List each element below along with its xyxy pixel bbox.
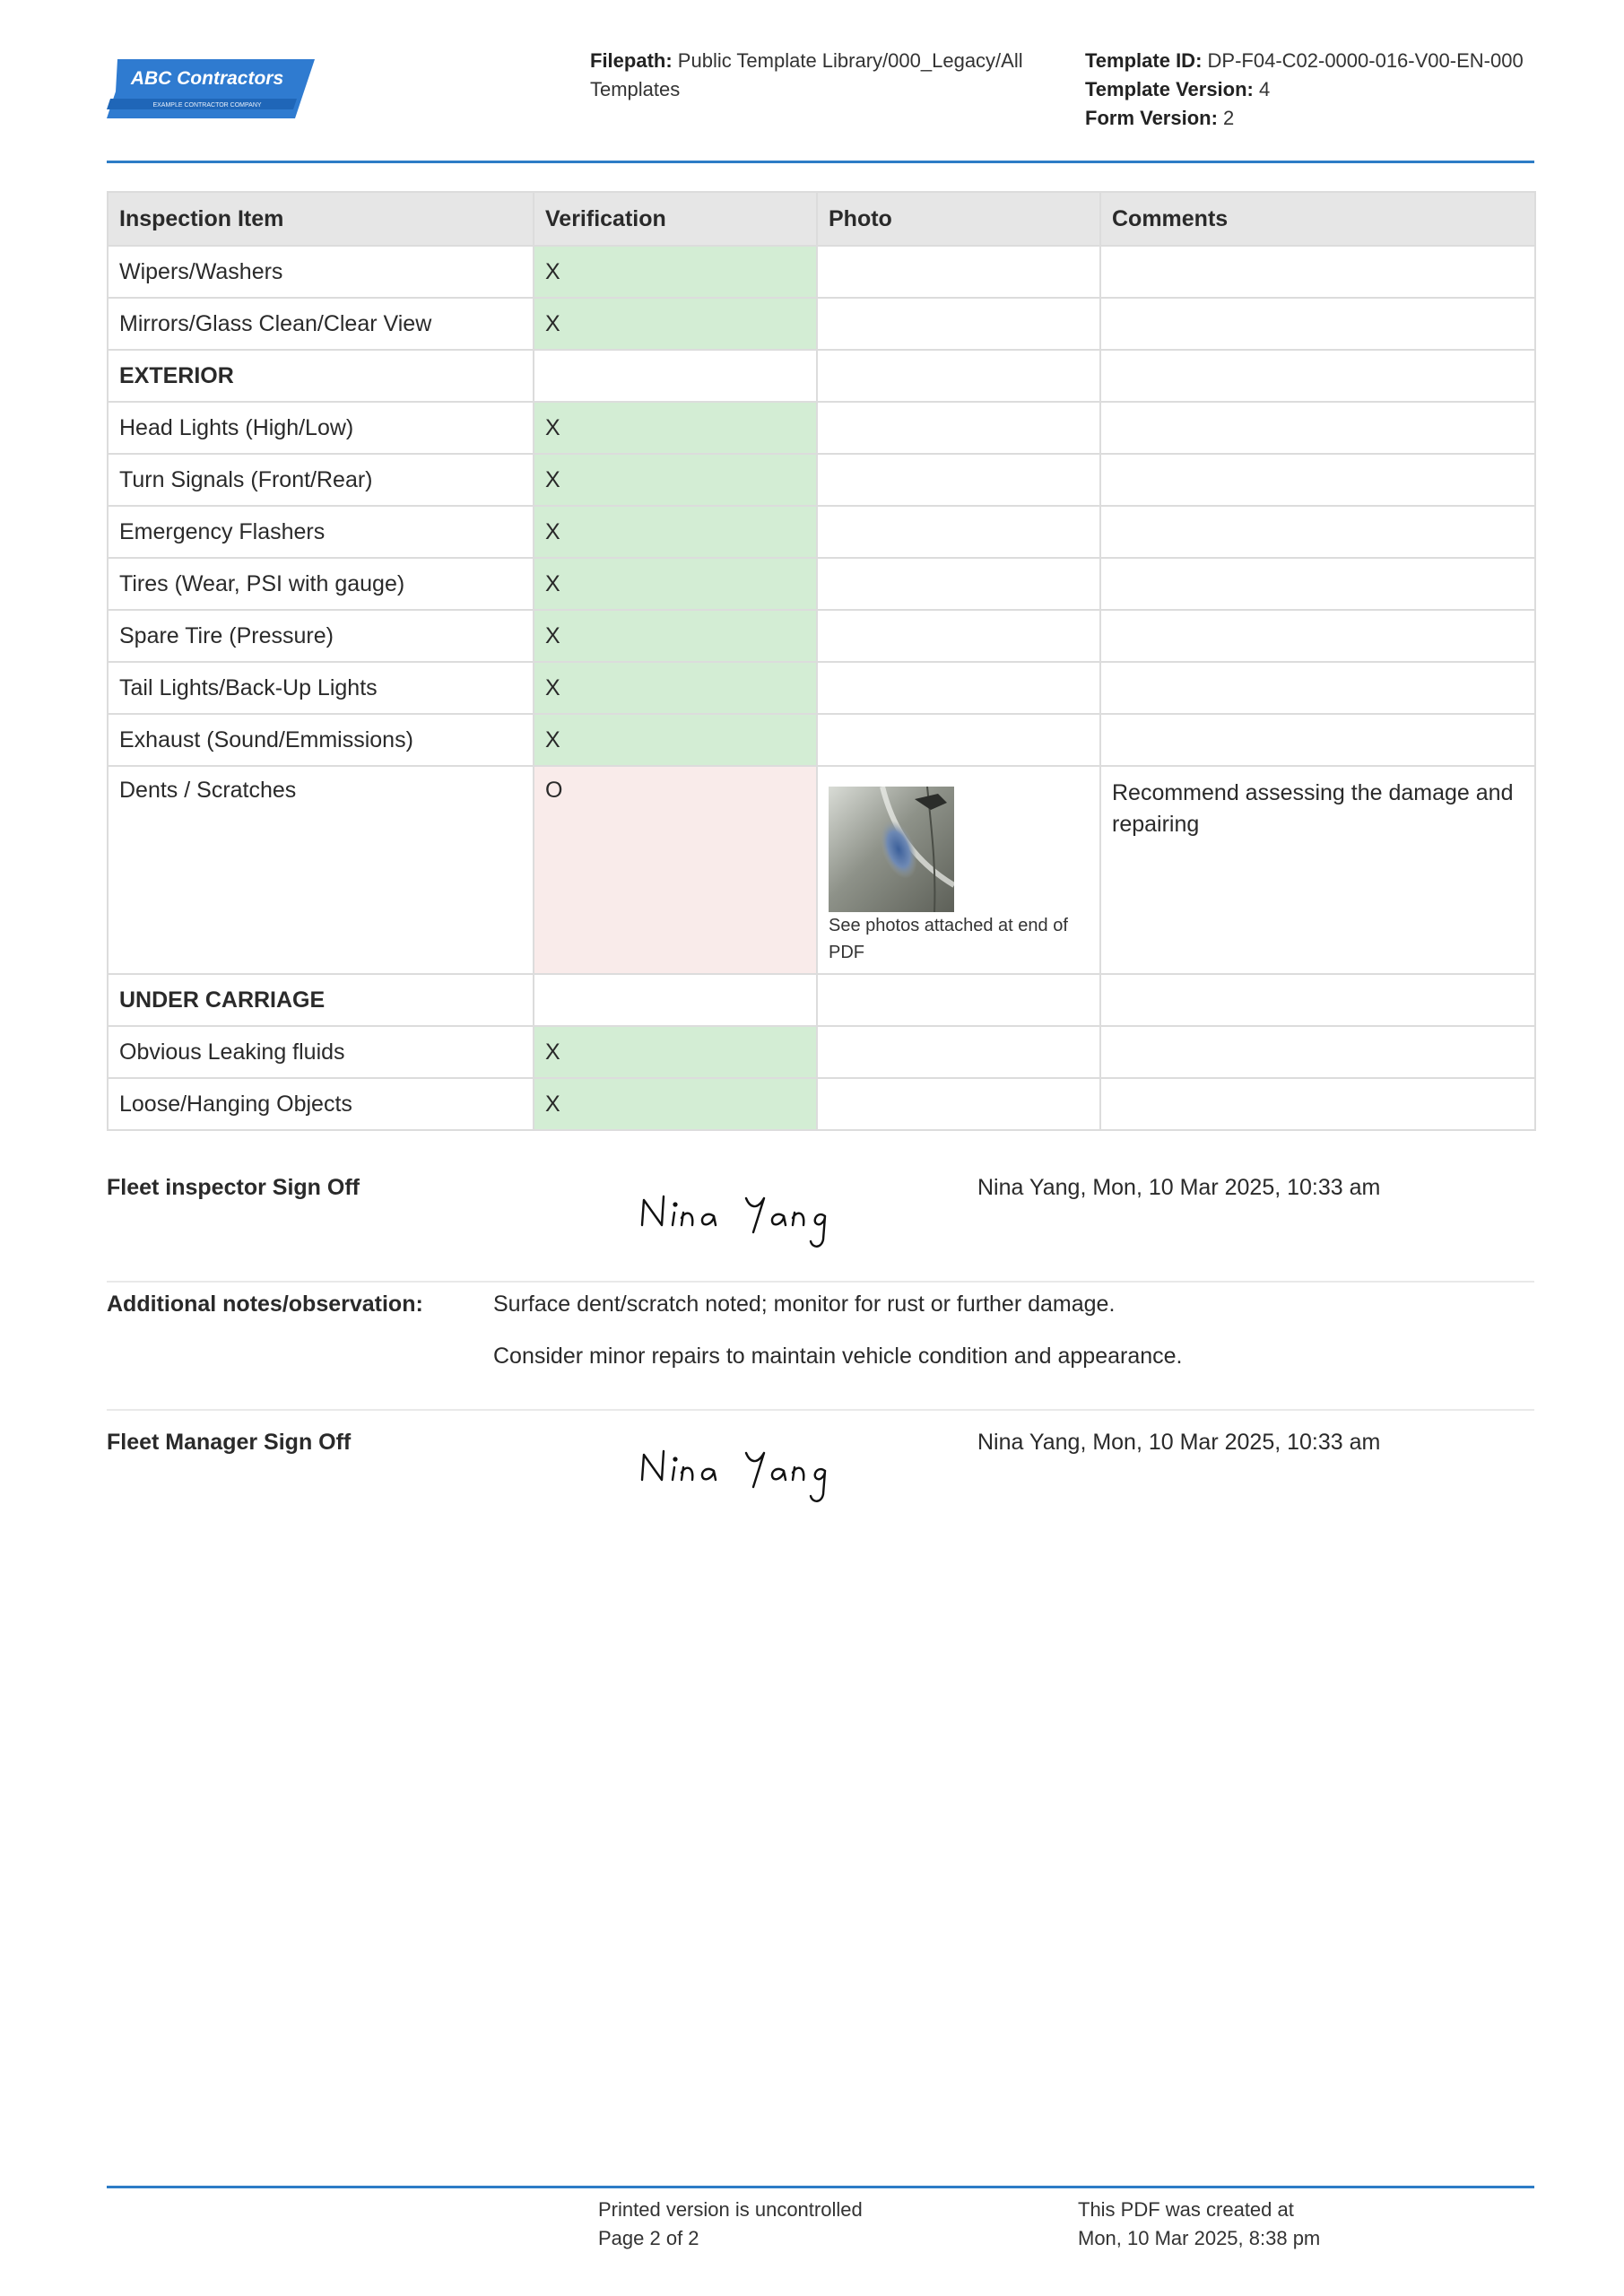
column-header-inspection-item: Inspection Item	[108, 192, 534, 246]
verification-cell: X	[534, 506, 817, 558]
comment-cell	[1100, 662, 1535, 714]
photo-caption: See photos attached at end of PDF	[829, 916, 1068, 962]
verification-cell: X	[534, 558, 817, 610]
filepath-label: Filepath:	[590, 49, 673, 72]
damage-photo-thumbnail[interactable]	[829, 787, 954, 912]
verification-cell	[534, 350, 817, 402]
comment-cell	[1100, 1026, 1535, 1078]
comment-cell: Recommend assessing the damage and repairing	[1100, 766, 1535, 974]
table-row	[108, 714, 1535, 766]
section-divider	[107, 1281, 1534, 1283]
comment-cell	[1100, 558, 1535, 610]
column-header-comments: Comments	[1100, 192, 1535, 246]
footer-created-info	[1078, 2196, 1320, 2253]
logo-subtext: EXAMPLE CONTRACTOR COMPANY	[152, 102, 262, 109]
table-header-row	[108, 192, 1535, 246]
comment-cell	[1100, 714, 1535, 766]
photo-cell	[817, 402, 1100, 454]
photo-cell	[817, 454, 1100, 506]
table-row	[108, 1078, 1535, 1130]
template-version-label: Template Version:	[1085, 78, 1254, 100]
inspector-signature	[631, 1180, 847, 1258]
template-id-label: Template ID:	[1085, 49, 1203, 72]
header-divider	[107, 161, 1534, 163]
comment-cell	[1100, 246, 1535, 298]
verification-cell	[534, 974, 817, 1026]
inspection-item-cell: Mirrors/Glass Clean/Clear View	[108, 298, 534, 350]
manager-signoff-label: Fleet Manager Sign Off	[107, 1430, 352, 1455]
photo-cell	[817, 298, 1100, 350]
manager-signoff	[107, 1430, 1534, 1510]
inspector-signoff-timestamp: Nina Yang, Mon, 10 Mar 2025, 10:33 am	[977, 1175, 1381, 1200]
manager-signoff-timestamp: Nina Yang, Mon, 10 Mar 2025, 10:33 am	[977, 1430, 1381, 1455]
created-timestamp: Mon, 10 Mar 2025, 8:38 pm	[1078, 2227, 1321, 2249]
filepath-value-line1: Public Template Library/000_Legacy/All	[677, 49, 1023, 72]
form-version-value: 2	[1223, 107, 1235, 129]
inspection-table	[107, 191, 1536, 1131]
section-heading: UNDER CARRIAGE	[108, 974, 534, 1026]
section-row-exterior	[108, 350, 1535, 402]
comment-cell	[1100, 402, 1535, 454]
table-row	[108, 298, 1535, 350]
table-row-dents-scratches	[108, 766, 1535, 974]
table-row	[108, 454, 1535, 506]
column-header-photo: Photo	[817, 192, 1100, 246]
notes-line: Consider minor repairs to maintain vehicle condition and appearance.	[493, 1344, 1183, 1369]
verification-cell: X	[534, 1026, 817, 1078]
photo-cell	[817, 558, 1100, 610]
filepath-block	[590, 47, 1038, 104]
filepath-value-line2: Templates	[590, 78, 681, 100]
inspection-item-cell: Turn Signals (Front/Rear)	[108, 454, 534, 506]
inspection-item-cell: Obvious Leaking fluids	[108, 1026, 534, 1078]
comment-cell	[1100, 298, 1535, 350]
template-version-value: 4	[1259, 78, 1271, 100]
inspection-item-cell: Exhaust (Sound/Emmissions)	[108, 714, 534, 766]
inspection-item-cell: Emergency Flashers	[108, 506, 534, 558]
page-header	[107, 45, 1534, 163]
inspection-item-cell: Spare Tire (Pressure)	[108, 610, 534, 662]
template-id-value: DP-F04-C02-0000-016-V00-EN-000	[1207, 49, 1524, 72]
table-row	[108, 558, 1535, 610]
verification-cell: X	[534, 246, 817, 298]
photo-cell	[817, 506, 1100, 558]
photo-cell	[817, 974, 1100, 1026]
verification-cell: X	[534, 1078, 817, 1130]
form-version-label: Form Version:	[1085, 107, 1218, 129]
inspection-item-cell: Tires (Wear, PSI with gauge)	[108, 558, 534, 610]
section-heading: EXTERIOR	[108, 350, 534, 402]
comment-cell	[1100, 454, 1535, 506]
comment-cell	[1100, 610, 1535, 662]
page-number: Page 2 of 2	[598, 2227, 699, 2249]
verification-cell: X	[534, 402, 817, 454]
section-divider	[107, 1409, 1534, 1411]
photo-cell	[817, 1078, 1100, 1130]
uncontrolled-notice: Printed version is uncontrolled	[598, 2198, 863, 2221]
table-row	[108, 506, 1535, 558]
inspection-item-cell: Wipers/Washers	[108, 246, 534, 298]
table-row	[108, 662, 1535, 714]
footer-print-info	[598, 2196, 863, 2253]
logo-text: ABC Contractors	[130, 68, 284, 89]
inspection-item-cell: Tail Lights/Back-Up Lights	[108, 662, 534, 714]
comment-cell	[1100, 974, 1535, 1026]
verification-cell-failed: O	[534, 766, 817, 974]
comment-cell	[1100, 506, 1535, 558]
table-row	[108, 610, 1535, 662]
inspector-signoff-label: Fleet inspector Sign Off	[107, 1175, 360, 1200]
notes-line: Surface dent/scratch noted; monitor for rust or further damage.	[493, 1292, 1116, 1317]
photo-cell	[817, 662, 1100, 714]
photo-cell	[817, 1026, 1100, 1078]
photo-cell	[817, 610, 1100, 662]
comment-cell	[1100, 1078, 1535, 1130]
inspection-item-cell: Loose/Hanging Objects	[108, 1078, 534, 1130]
created-label: This PDF was created at	[1078, 2198, 1294, 2221]
company-logo	[107, 59, 315, 118]
photo-cell	[817, 350, 1100, 402]
verification-cell: X	[534, 454, 817, 506]
section-row-under-carriage	[108, 974, 1535, 1026]
table-row	[108, 246, 1535, 298]
table-row	[108, 1026, 1535, 1078]
photo-cell	[817, 246, 1100, 298]
table-row	[108, 402, 1535, 454]
inspection-item-cell: Head Lights (High/Low)	[108, 402, 534, 454]
comment-cell	[1100, 350, 1535, 402]
notes-label: Additional notes/observation:	[107, 1292, 423, 1317]
photo-cell	[817, 766, 1100, 974]
verification-cell: X	[534, 714, 817, 766]
column-header-verification: Verification	[534, 192, 817, 246]
verification-cell: X	[534, 298, 817, 350]
inspection-item-cell: Dents / Scratches	[108, 766, 534, 974]
template-info-block	[1085, 47, 1533, 133]
verification-cell: X	[534, 610, 817, 662]
footer-divider	[107, 2186, 1534, 2188]
manager-signature	[631, 1435, 847, 1513]
verification-cell: X	[534, 662, 817, 714]
inspector-signoff	[107, 1175, 1534, 1256]
photo-cell	[817, 714, 1100, 766]
